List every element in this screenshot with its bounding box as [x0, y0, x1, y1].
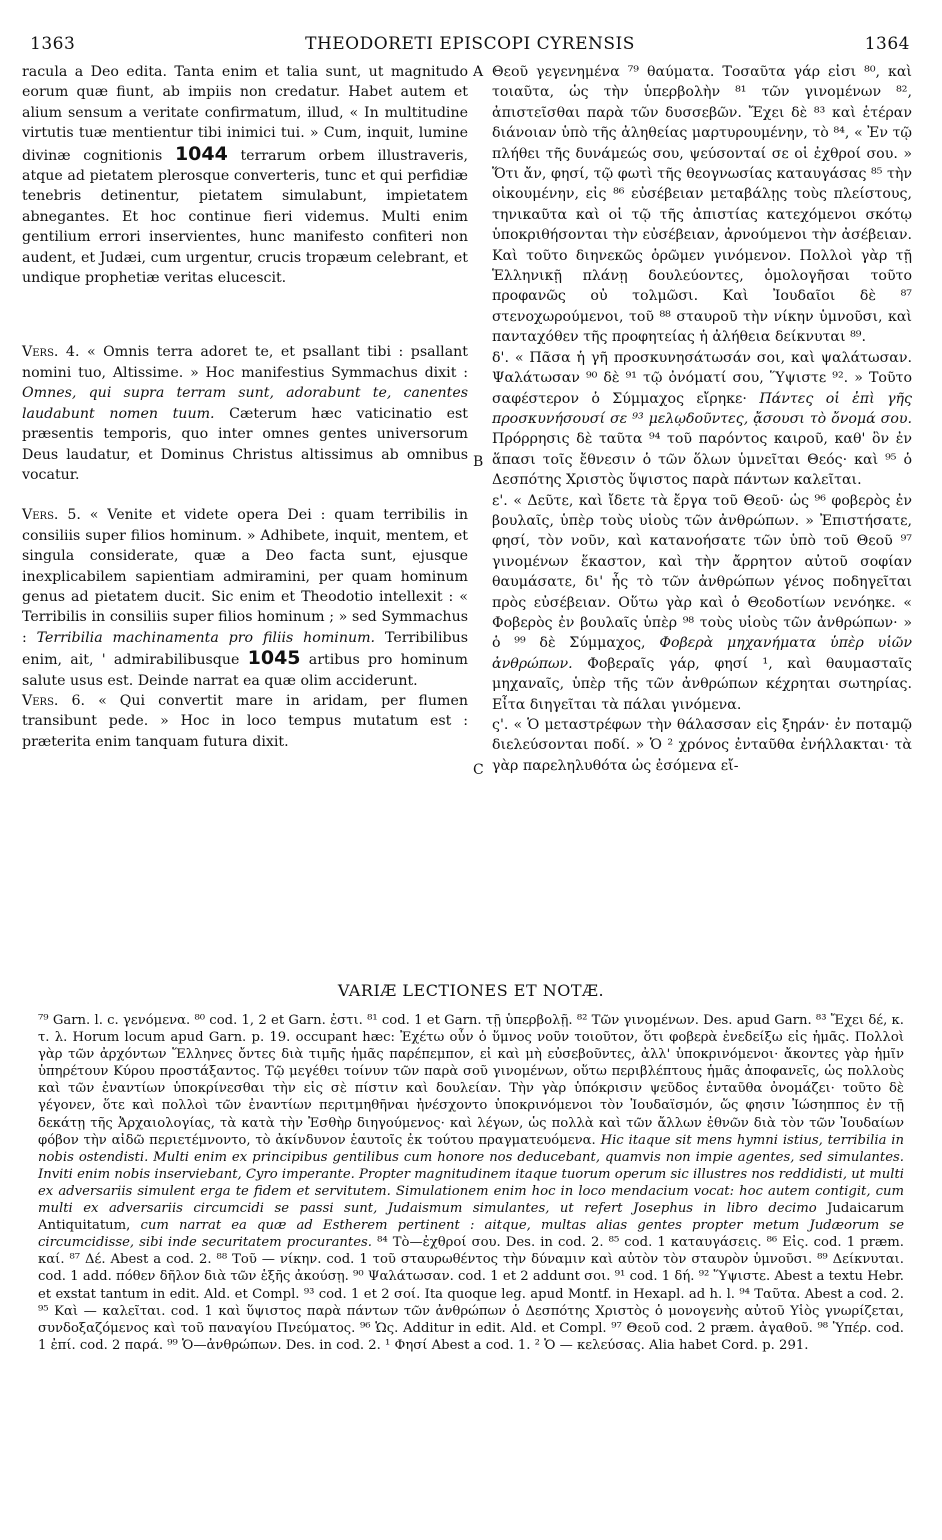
greek-text: « Πᾶσα ἡ γῆ προσκυνησάτωσάν σοι, καὶ ψαλάτωσαν. Ψαλάτωσαν ⁹⁰ δὲ ⁹¹ τῷ ὀνόματί σου, Ὕψιστε ⁹². » Τοῦτο σαφέστερον ὁ Σύμμαχος εἴρηκε· — [492, 349, 913, 407]
notes-text: ⁷⁹ Garn. l. c. γενόμενα. ⁸⁰ cod. 1, 2 et Garn. ἐστι. ⁸¹ cod. 1 et Garn. τῇ ὑπερβολῇ. ⁸² Τῶν γινομένων. Des. apud Garn. ⁸³ Ἔχει δέ, κ. τ. λ. Horum locum apud Garn. p. 19. occupant hæc: Ἐχέτω οὖν ὁ ὕμνος νοῦν τοιοῦτον, ὅτι φοβερὰ ἐνεδείξω εἰς ἡμᾶς. Πολλοὶ γὰρ τῶν ἀρχόντων Ἕλληνες ὄντες διὰ τιμῆς ἡμᾶς παρέπεμπον, εἰ καὶ μὴ εὐσεβοῦντες, ἀλλ' ὑποκρινόμενοι· ἄκοντες γὰρ ἡμῖν ὑπηρέτουν Κύρου προστάξαντος. Τῷ μεγέθει τοίνυν τῶν παρὰ σοῦ γινομένων, οὕτω περιβλέπτους ἡμᾶς ἀποφανεῖς, ὡς πολλοὺς καὶ τῶν ἐναντίων ὑποκρίνεσθαι τὴν εἰς σὲ πίστιν καὶ δουλείαν. Τὴν γὰρ ὑπόκρισιν ψεῦδος ἐνταῦθα ὀνομάζει· τοῦτο δὲ γέγονεν, ὅτε καὶ πολλοὶ τῶν ἐναντίων περιτμηθῆναι ἠνέσχοντο ὑποκρινόμενοι τὸν Ἰουδαϊσμόν, ὥς φησιν Ἰώσηππος ἐν τῇ δεκάτῃ τῆς Ἀρχαιολογίας, τὰ κατὰ τὴν Ἐσθὴρ διηγούμενος· καὶ λέγων, ὡς πολλὰ καὶ τῶν ἄλλων ἐθνῶν διὰ τὸν τῶν Ἰουδαίων φόβον τὴν αἰδῶ περιετέμνοντο, τὸ ἀκίνδυνον ἑαυτοῖς ἐκ τούτου πραγματευόμενα. — [38, 1013, 904, 1148]
verse-label: δ'. — [492, 349, 509, 366]
notes-italic: Hic itaque sit mens hymni istius, terribilia in nobis ostendisti. Multi enim ex principibus gentilibus cum honore nos deducebant, quamvis non impie agentes, sed simulantes. Inviti enim nobis inserviebant, Cyro imperante. Propter magnitudinem itaque tuorum operum sic illustres nos reddidisti, ut multi ex adversariis simulent erga te fidem et servitutem. Simulationem enim hoc in loco mendacium vocat: hoc autem contigit, cum multi ex adversariis circumcidi se passi sunt, Judaismum simulantes, ut refert Josephus in libro decimo — [38, 1132, 904, 1217]
column-number: 1044 — [174, 142, 228, 165]
latin-text: racula a Deo edita. Tanta enim et talia sunt, ut magnitudo eorum quæ fiunt, ab impiis non credatur. Habet autem et alium sensum a veritate confirmatum, illud, « In multitudine virtutis tuæ mentientur tibi inimici tui. » Cum, inquit, lumine divinæ cognitionis — [22, 64, 468, 164]
latin-verse-6 — [22, 691, 468, 752]
latin-italic: Terribilia machinamenta pro filiis hominum. — [36, 629, 376, 646]
latin-text: artibus pro hominum salute usus est. Deinde narrat ea quæ olim acciderunt. — [22, 652, 468, 689]
notes-title: VARIÆ LECTIONES ET NOTÆ. — [337, 981, 605, 1000]
greek-verse-6 — [492, 715, 912, 776]
greek-text: Θεοῦ γεγενημένα ⁷⁹ θαύματα. Τοσαῦτα γάρ εἰσι ⁸⁰, καὶ τοιαῦτα, ὡς τὴν ὑπερβολὴν ⁸¹ τῶν γινομένων ⁸², ἀπιστεῖσθαι παρὰ τῶν δυσσεβῶν. Ἔχει δὲ ⁸³ καὶ ἑτέραν διάνοιαν ὑπὸ τῆς ἀληθείας μαρτυρουμένην, τὸ ⁸⁴, « Ἐν τῷ πλήθει τῆς δυνάμεώς σου, ψεύσονταί σε οἱ ἐχθροί σου. » Ὅτι ἄν, φησί, τῷ φωτὶ τῆς θεογνωσίας καταυγάσας ⁸⁵ τὴν οἰκουμένην, εἰς ⁸⁶ εὐσέβειαν μεταβάλῃς τοὺς πλείστους, τηνικαῦτα καὶ οἱ τῷ τῆς ἀπιστίας κατεχόμενοι σκότῳ ὑποκριθήσονται τὴν εὐσέβειαν, ἀρνούμενοι τὴν ἀσέβειαν. Καὶ τοῦτο διηνεκῶς ὁρῶμεν γινόμενον. Πολλοὶ γὰρ τῇ Ἑλληνικῇ πλάνῃ δουλεύοντες, ὁμολογῆσαι τοῦτο προφανῶς οὐ τολμῶσι. Καὶ Ἰουδαῖοι δὲ ⁸⁷ στενοχωρούμενοι, τοῦ ⁸⁸ σταυροῦ τὴν νίκην ὑμνοῦσι, καὶ πανταχόθεν τῆς προφητείας ἡ ἀλήθεια δείκνυται ⁸⁹. — [492, 64, 912, 346]
verse-label: Vers. 6. — [22, 692, 86, 709]
greek-text: Φοβεραῖς γάρ, φησί ¹, καὶ θαυμασταῖς μηχαναῖς, ὑπὲρ τῆς τῶν ἀνθρώπων κέχρηται σωτηρίας. Εἶτα διηγεῖται τὰ πάλαι γινόμενα. — [492, 655, 912, 713]
greek-italic: Πάντες οἱ ἐπὶ γῆς προσκυνήσουσί σε ⁹³ μελῳδοῦντες, ᾄσουσι τὸ ὄνομά σου. — [492, 390, 913, 427]
margin-mark-c: C — [473, 762, 484, 778]
greek-text: Πρόρρησις δὲ ταῦτα ⁹⁴ τοῦ παρόντος καιροῦ, καθ' ὃν ἐν ἅπασι τοῖς ἔθνεσιν ὁ τῶν ὅλων ὑμνεῖται Θεός· καὶ ⁹⁵ ὁ Δεσπότης Χριστὸς ὕψιστος παρὰ πάντων καλεῖται. — [492, 431, 912, 489]
left-page-number: 1363 — [30, 34, 76, 54]
latin-column — [22, 62, 468, 752]
right-page-number: 1364 — [864, 34, 910, 54]
latin-paragraph-1 — [22, 62, 468, 288]
verse-label: ε'. — [492, 492, 508, 509]
greek-italic: Φοβερὰ μηχανήματα ὑπὲρ υἱῶν ἀνθρώπων. — [492, 635, 913, 672]
greek-verse-5 — [492, 491, 912, 715]
latin-text: Terribilibus enim, ait, ' admirabilibusque — [22, 629, 469, 669]
latin-verse-5 — [22, 505, 468, 691]
verse-label: ς'. — [492, 717, 509, 733]
greek-paragraph-1 — [492, 62, 912, 348]
notes-text: ⁸⁴ Τὸ—ἐχθροί σου. Des. in cod. 2. ⁸⁵ cod. 1 καταυγάσεις. ⁸⁶ Εἰς. cod. 1 præm. καί. ⁸⁷ Δέ. Abest a cod. 2. ⁸⁸ Τοῦ — νίκην. cod. 1 τοῦ σταυρωθέντος τὴν δύναμιν καὶ αὐτὸν τὸν σταυρὸν ὑμνοῦσι. ⁸⁹ Δείκνυται. cod. 1 add. πόθεν δῆλον διὰ τῶν ἑξῆς ἀκούσῃ. ⁹⁰ Ψαλάτωσαν. cod. 1 et 2 addunt σοι. ⁹¹ cod. 1 δή. ⁹² Ὕψιστε. Abest a textu Hebr. et exstat tantum in edit. Ald. et Compl. ⁹³ cod. 1 et 2 σοί. Ita quoque leg. apud Montf. in Hexapl. ad h. l. ⁹⁴ Ταῦτα. Abest a cod. 2. ⁹⁵ Καὶ — καλεῖται. cod. 1 καὶ ὕψιστος παρὰ πάντων τῶν ἀνθρώπων ὁ Δεσπότης Χριστὸς ὁ μονογενὴς αὐτοῦ Υἱὸς γνωρίζεται, συνδοξαζόμενος καὶ τοῦ παναγίου Πνεύματος. ⁹⁶ Ὡς. Additur in edit. Ald. et Compl. ⁹⁷ Θεοῦ cod. 2 præm. ἀγαθοῦ. ⁹⁸ Ὑπέρ. cod. 1 ἐπί. cod. 2 παρά. ⁹⁹ Ὁ—ἀνθρώπων. Des. in cod. 2. ¹ Φησί Abest a cod. 1. ² Ὁ — κελεύσας. Alia habet Cord. p. 291. — [38, 1235, 904, 1353]
greek-verse-4 — [492, 348, 912, 491]
greek-text: « Ὁ μεταστρέφων τὴν θάλασσαν εἰς ξηράν· ἐν ποταμῷ διελεύσονται ποδί. » Ὁ ² χρόνος ἐνταῦθα ἐνήλλακται· τὰ γὰρ παρεληλυθότα ὡς ἐσόμενα εἴ- — [492, 717, 912, 774]
notes-text: Judaicarum Antiquitatum, — [38, 1201, 904, 1234]
running-title: THEODORETI EPISCOPI CYRENSIS — [305, 34, 635, 54]
latin-text: terrarum orbem illustraveris, atque ad pietatem plerosque converteris, tunc et qui perfidiæ tenebris detinentur, pietatem simulabunt, impietatem abnegantes. Et hoc continue fieri videmus. Multi enim gentilium errori inservientes, hunc manifesto confiteri non audent, et Judæi, cum urgentur, crucis tropæum celebrant, et undique prophetiæ veritas elucescit. — [22, 147, 469, 287]
margin-mark-a: A — [473, 64, 484, 80]
notes-italic: cum narrat ea quæ ad Estherem pertinent : aitque, multas alias gentes propter metum Judæorum se circumcidisse, sibi inde securitatem procurantes. — [38, 1218, 904, 1251]
latin-text: « Venite et videte opera Dei : quam terribilis in consiliis super filios hominum. » Adhibete, inquit, mentem, et singula considerate, quæ a Deo facta sunt, ejusque inexplicabilem sapientiam admiramini, per quam hominum genus ad pietatem ducit. Sic enim et Theodotio intellexit : « Terribilis in consiliis super filios hominum ; » sed Symmachus : — [22, 507, 469, 646]
margin-mark-b: B — [473, 454, 484, 470]
latin-verse-4 — [22, 342, 468, 485]
verse-label: Vers. 5. — [22, 507, 81, 524]
page-header — [30, 34, 910, 56]
column-number: 1045 — [247, 647, 301, 670]
latin-italic: Omnes, qui supra terram sunt, adorabunt te, canentes laudabunt nomen tuum. — [22, 385, 468, 422]
greek-column — [492, 62, 912, 776]
latin-text: « Qui convertit mare in aridam, per flumen transibunt pede. » Hoc in loco tempus mutatum est : præterita enim tanquam futura dixit. — [22, 692, 468, 750]
notes-block — [38, 1012, 904, 1354]
notes-paragraph — [38, 1012, 904, 1354]
latin-text: « Omnis terra adoret te, et psallant tibi : psallant nomini tuo, Altissime. » Hoc manifestius Symmachus dixit : — [22, 344, 469, 381]
greek-text: « Δεῦτε, καὶ ἴδετε τὰ ἔργα τοῦ Θεοῦ· ὡς ⁹⁶ φοβερὸς ἐν βουλαῖς, ὑπὲρ τοὺς υἱοὺς τῶν ἀνθρώπων. » Ἐπιστήσατε, φησί, τὸν νοῦν, καὶ κατανοήσατε τῶν ὑπὸ τοῦ Θεοῦ ⁹⁷ γινομένων ἕκαστον, καὶ τὴν ἄρρητον αὐτοῦ σοφίαν θαυμάσατε, δι' ἧς τὸ τῶν ἀνθρώπων γένος ποδηγεῖται πρὸς εὐσέβειαν. Οὕτω γὰρ καὶ ὁ Θεοδοτίων νενόηκε. « Φοβερὸς ἐν βουλαῖς ὑπὲρ ⁹⁸ τοὺς υἱοὺς τῶν ἀνθρώπων· » ὁ ⁹⁹ δὲ Σύμμαχος, — [492, 492, 913, 652]
verse-label: Vers. 4. — [22, 344, 80, 361]
latin-text: Cæterum hæc vaticinatio est præsentis temporis, quo inter omnes gentes universorum Deus laudatur, et Dominus Christus altissimus ab omnibus vocatur. — [22, 405, 468, 483]
